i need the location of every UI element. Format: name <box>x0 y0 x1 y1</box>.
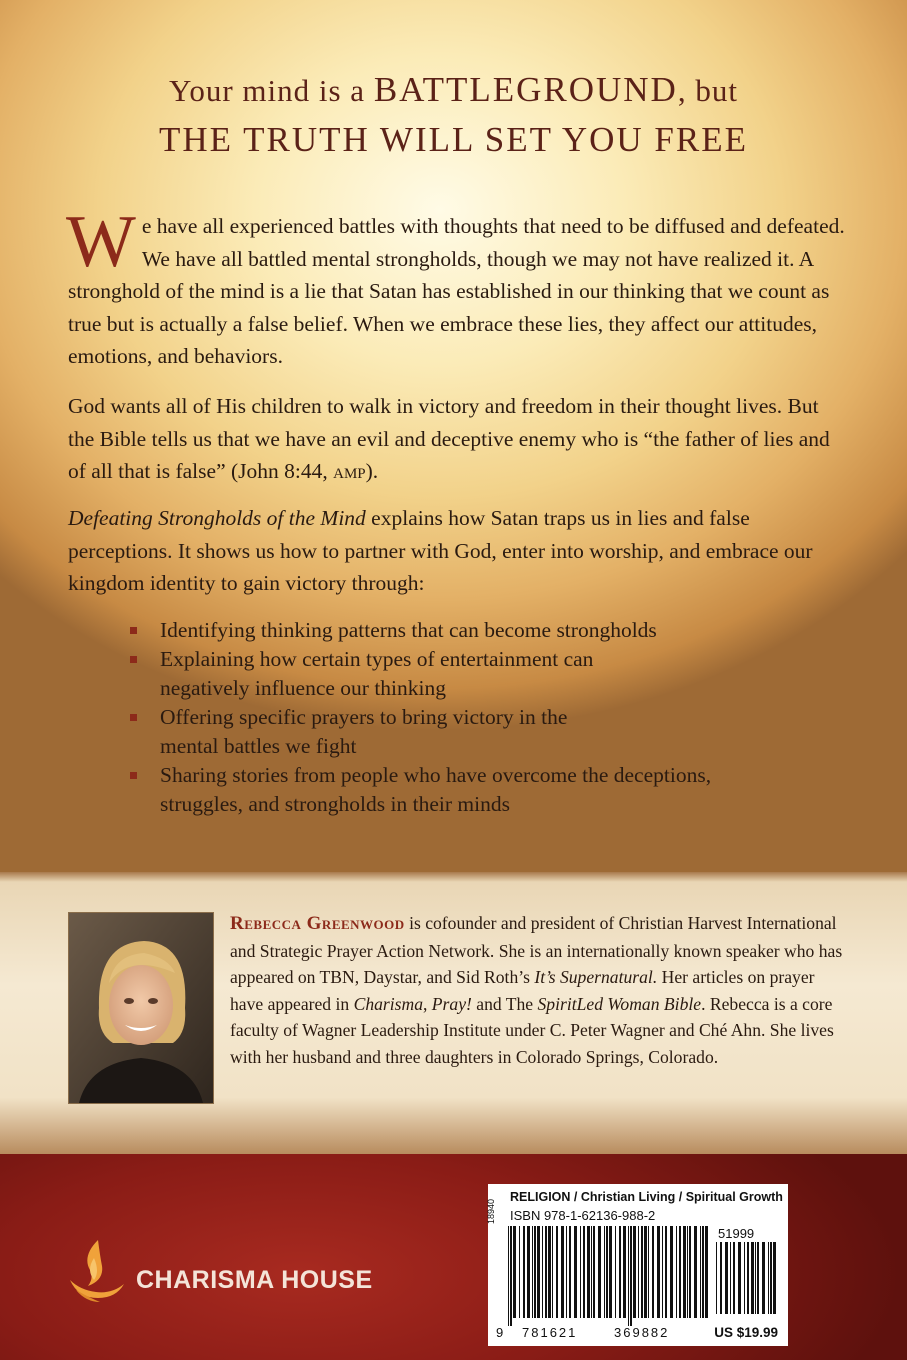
barcode-bar <box>747 1242 749 1314</box>
barcode-bar <box>566 1226 567 1318</box>
bullet-square-icon <box>130 772 137 779</box>
list-item-text: Offering specific prayers to bring victory in the mental battles we fight <box>160 705 568 758</box>
book-title-italic: Defeating Strongholds of the Mind <box>68 506 366 530</box>
barcode-bar <box>534 1226 536 1318</box>
second-text: God wants all of His children to walk in victory and freedom in their thought lives. But the Bible tells us that we have an evil and deceptive enemy who is “the father of lies and of all that is false” (John 8:44, <box>68 394 830 483</box>
barcode-bar <box>768 1242 769 1314</box>
headline-pre: Your mind is a <box>169 73 374 108</box>
barcode-bar <box>508 1226 509 1326</box>
barcode-bar <box>609 1226 612 1318</box>
bio-text: . Rebecca is a core faculty of Wagner Leadership Institute under C. Peter Wagner and Ché Ahn. She lives with her husband and three daughters in Colorado Springs, Colorado. <box>230 993 834 1067</box>
barcode-bar <box>662 1226 663 1318</box>
drop-cap: W <box>66 201 136 283</box>
barcode-group-1: 781621 <box>522 1325 578 1340</box>
barcode-bar <box>527 1226 530 1318</box>
lead-digit: 9 <box>496 1325 504 1340</box>
barcode-bar <box>757 1242 759 1314</box>
barcode-bar <box>676 1226 677 1318</box>
barcode-bar <box>542 1226 543 1318</box>
list-item <box>128 761 720 819</box>
bio-text: Her articles on prayer have appeared in <box>230 967 815 1014</box>
bullet-square-icon <box>130 627 137 634</box>
second-end: ). <box>365 459 379 483</box>
headline-line-1 <box>0 70 907 110</box>
barcode-bar <box>545 1226 547 1318</box>
barcode-bar <box>689 1226 691 1318</box>
barcode-bar <box>532 1226 533 1318</box>
benefits-list <box>128 616 848 819</box>
barcode-bar <box>665 1226 667 1318</box>
bio-text: is cofounder and president of Christian Harvest International and Strategic Prayer Action Network. She is an internationally known speaker who has appeared on TBN, Daystar, and Sid Roth’s <box>230 913 843 987</box>
barcode-bar <box>513 1226 516 1318</box>
barcode-bar <box>755 1242 756 1314</box>
barcode-bar <box>519 1226 520 1318</box>
barcode-bar <box>744 1242 745 1314</box>
second-paragraph <box>68 390 848 488</box>
publisher-logo <box>64 1240 444 1300</box>
price-label: US $19.99 <box>714 1325 778 1340</box>
bio-italic: SpiritLed Woman Bible <box>537 993 702 1014</box>
side-code: 18940 <box>486 1198 496 1224</box>
barcode-bar <box>687 1226 688 1318</box>
barcode-bar <box>670 1226 673 1318</box>
barcode-bar <box>679 1226 681 1318</box>
barcode-bar <box>773 1242 776 1314</box>
barcode-bar <box>683 1226 686 1318</box>
barcode-bar <box>619 1226 621 1318</box>
list-item <box>128 703 580 761</box>
addon-barcode <box>716 1242 778 1322</box>
headline-emphasis: BATTLEGROUND <box>373 70 678 109</box>
bullet-square-icon <box>130 714 137 721</box>
barcode-bar <box>615 1226 616 1318</box>
barcode-bar <box>638 1226 639 1318</box>
barcode-bar <box>725 1242 728 1314</box>
author-name: Rebecca Greenwood <box>230 913 405 934</box>
author-bio <box>230 910 850 1070</box>
barcode-bar <box>628 1226 629 1326</box>
author-portrait-icon <box>69 913 213 1103</box>
author-photo <box>68 912 214 1104</box>
flame-icon <box>64 1236 128 1306</box>
barcode-bar <box>644 1226 647 1318</box>
intro-paragraph <box>66 201 848 373</box>
barcode-bar <box>510 1226 512 1326</box>
third-text: explains how Satan traps us in lies and false perceptions. It shows us how to partner with God, enter into worship, and embrace our kingdom identity to gain victory through: <box>68 506 813 595</box>
barcode-bar <box>593 1226 595 1318</box>
barcode-bar <box>700 1226 701 1318</box>
barcode-bar <box>733 1242 735 1314</box>
barcode-bar <box>633 1226 636 1318</box>
headline-post: , but <box>677 73 738 108</box>
barcode-bar <box>648 1226 649 1318</box>
barcode-bar <box>657 1226 660 1318</box>
addon-digits: 51999 <box>718 1226 755 1241</box>
bio-text: and The <box>471 993 538 1014</box>
barcode-bar <box>587 1226 590 1318</box>
headline-line-2: THE TRUTH WILL SET YOU FREE <box>158 120 748 159</box>
barcode-bar <box>537 1226 540 1318</box>
third-paragraph <box>68 502 848 600</box>
barcode-bar <box>523 1226 525 1318</box>
barcode-bar <box>552 1226 553 1318</box>
bio-text: , <box>423 993 432 1014</box>
barcode-bar <box>569 1226 571 1318</box>
barcode-bar <box>702 1226 704 1318</box>
barcode-bar <box>730 1242 731 1314</box>
barcode-bar <box>630 1226 632 1326</box>
barcode-bar <box>561 1226 564 1318</box>
barcode-bar <box>770 1242 772 1314</box>
barcode-bar <box>652 1226 654 1318</box>
barcode-bar <box>591 1226 592 1318</box>
barcode-bar <box>623 1226 626 1318</box>
isbn-text: ISBN 978-1-62136-988-2 <box>510 1208 656 1223</box>
publisher-name: CHARISMA HOUSE <box>136 1266 373 1294</box>
barcode-group-2: 369882 <box>614 1325 670 1340</box>
bullet-square-icon <box>130 656 137 663</box>
list-item <box>128 616 848 645</box>
barcode-bar <box>762 1242 765 1314</box>
barcode-bar <box>556 1226 558 1318</box>
barcode-bar <box>751 1242 754 1314</box>
barcode-bar <box>548 1226 551 1318</box>
list-item-text: Identifying thinking patterns that can become strongholds <box>160 618 657 642</box>
barcode-bar <box>694 1226 697 1318</box>
barcode-bar <box>606 1226 608 1318</box>
list-item-text: Explaining how certain types of entertainment can negatively influence our thinking <box>160 647 594 700</box>
barcode-bar <box>720 1242 722 1314</box>
barcode-bar <box>598 1226 601 1318</box>
bio-italic: It’s Supernatural. <box>534 967 658 987</box>
barcode-bar <box>738 1242 741 1314</box>
barcode-bar <box>716 1242 717 1314</box>
barcode-bar <box>583 1226 585 1318</box>
barcode-panel <box>488 1184 788 1346</box>
bio-italic: Charisma <box>353 993 423 1014</box>
intro-text: e have all experienced battles with thoughts that need to be diffused and defeated. We have all battled mental strongholds, though we may not have realized it. A stronghold of the mind is a lie that Satan has established in our thinking that we count as true but is actually a false belief. When we embrace these lies, they affect our attitudes, emotions, and behaviors. <box>68 214 845 368</box>
list-item <box>128 645 660 703</box>
barcode-bar <box>580 1226 581 1318</box>
barcode-bar <box>641 1226 643 1318</box>
list-item-text: Sharing stories from people who have overcome the deceptions, struggles, and strongholds in their minds <box>160 763 712 816</box>
barcode-bar <box>604 1226 605 1318</box>
barcode-bar <box>574 1226 577 1318</box>
bisac-category: RELIGION / Christian Living / Spiritual Growth <box>510 1190 783 1204</box>
bible-version: amp <box>333 459 366 483</box>
isbn-barcode <box>508 1226 708 1326</box>
bio-italic: Pray! <box>431 993 472 1014</box>
barcode-bar <box>705 1226 708 1318</box>
